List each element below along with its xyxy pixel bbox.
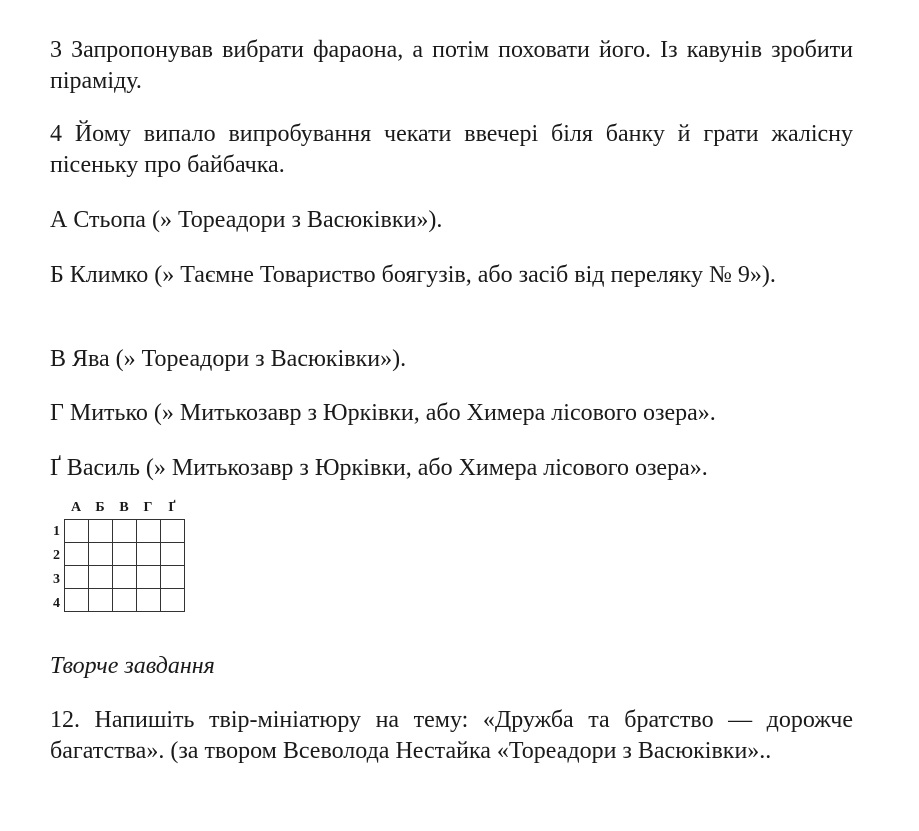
grid-cell[interactable] — [65, 520, 89, 543]
task-12: 12. Напишіть твір-мініатюру на тему: «Дружба та братство — дорожче багатства». (за твором Всеволода Нестайка «Тореадори з Васюківки».. — [50, 707, 853, 764]
grid-cell[interactable] — [113, 520, 137, 543]
grid-cell[interactable] — [137, 589, 161, 612]
grid-row — [65, 520, 185, 543]
grid-cell[interactable] — [65, 543, 89, 566]
question-4: 4 Йому випало випробування чекати ввечері біля банку й грати жалісну пісеньку про байбачка. — [50, 121, 853, 178]
grid-cell[interactable] — [113, 543, 137, 566]
grid-row — [65, 543, 185, 566]
question-3: 3 Запропонував вибрати фараона, а потім поховати його. Із кавунів зробити піраміду. — [50, 37, 853, 94]
grid-row-header: 3 — [53, 572, 60, 587]
grid-row — [65, 566, 185, 589]
creative-task-heading: Творче завдання — [50, 653, 215, 679]
grid-col-header: Б — [95, 500, 105, 515]
grid-col-header: В — [119, 500, 129, 515]
grid-row-header: 4 — [53, 596, 60, 611]
answer-table — [64, 519, 185, 612]
grid-cell[interactable] — [161, 589, 185, 612]
grid-cell[interactable] — [89, 589, 113, 612]
option-g: Г Митько (» Митькозавр з Юрківки, або Химера лісового озера». — [50, 400, 716, 426]
grid-cell[interactable] — [89, 543, 113, 566]
grid-cell[interactable] — [65, 566, 89, 589]
grid-cell[interactable] — [137, 566, 161, 589]
grid-row — [65, 589, 185, 612]
grid-cell[interactable] — [161, 543, 185, 566]
grid-row-header: 2 — [53, 548, 60, 563]
grid-cell[interactable] — [113, 589, 137, 612]
grid-cell[interactable] — [89, 520, 113, 543]
grid-row-header: 1 — [53, 524, 60, 539]
grid-cell[interactable] — [65, 589, 89, 612]
option-a: А Стьопа (» Тореадори з Васюківки»). — [50, 207, 443, 233]
grid-cell[interactable] — [161, 566, 185, 589]
grid-cell[interactable] — [137, 520, 161, 543]
grid-col-header: Ґ — [168, 500, 176, 515]
grid-col-header: А — [70, 500, 82, 515]
option-b: Б Климко (» Таємне Товариство боягузів, або засіб від переляку № 9»). — [50, 262, 776, 288]
grid-cell[interactable] — [113, 566, 137, 589]
grid-col-header: Г — [143, 500, 153, 515]
grid-cell[interactable] — [89, 566, 113, 589]
answer-grid — [50, 500, 210, 620]
option-g-accent: Ґ Василь (» Митькозавр з Юрківки, або Химера лісового озера». — [50, 455, 708, 481]
grid-cell[interactable] — [161, 520, 185, 543]
grid-cell[interactable] — [137, 543, 161, 566]
option-v: В Ява (» Тореадори з Васюківки»). — [50, 346, 407, 372]
